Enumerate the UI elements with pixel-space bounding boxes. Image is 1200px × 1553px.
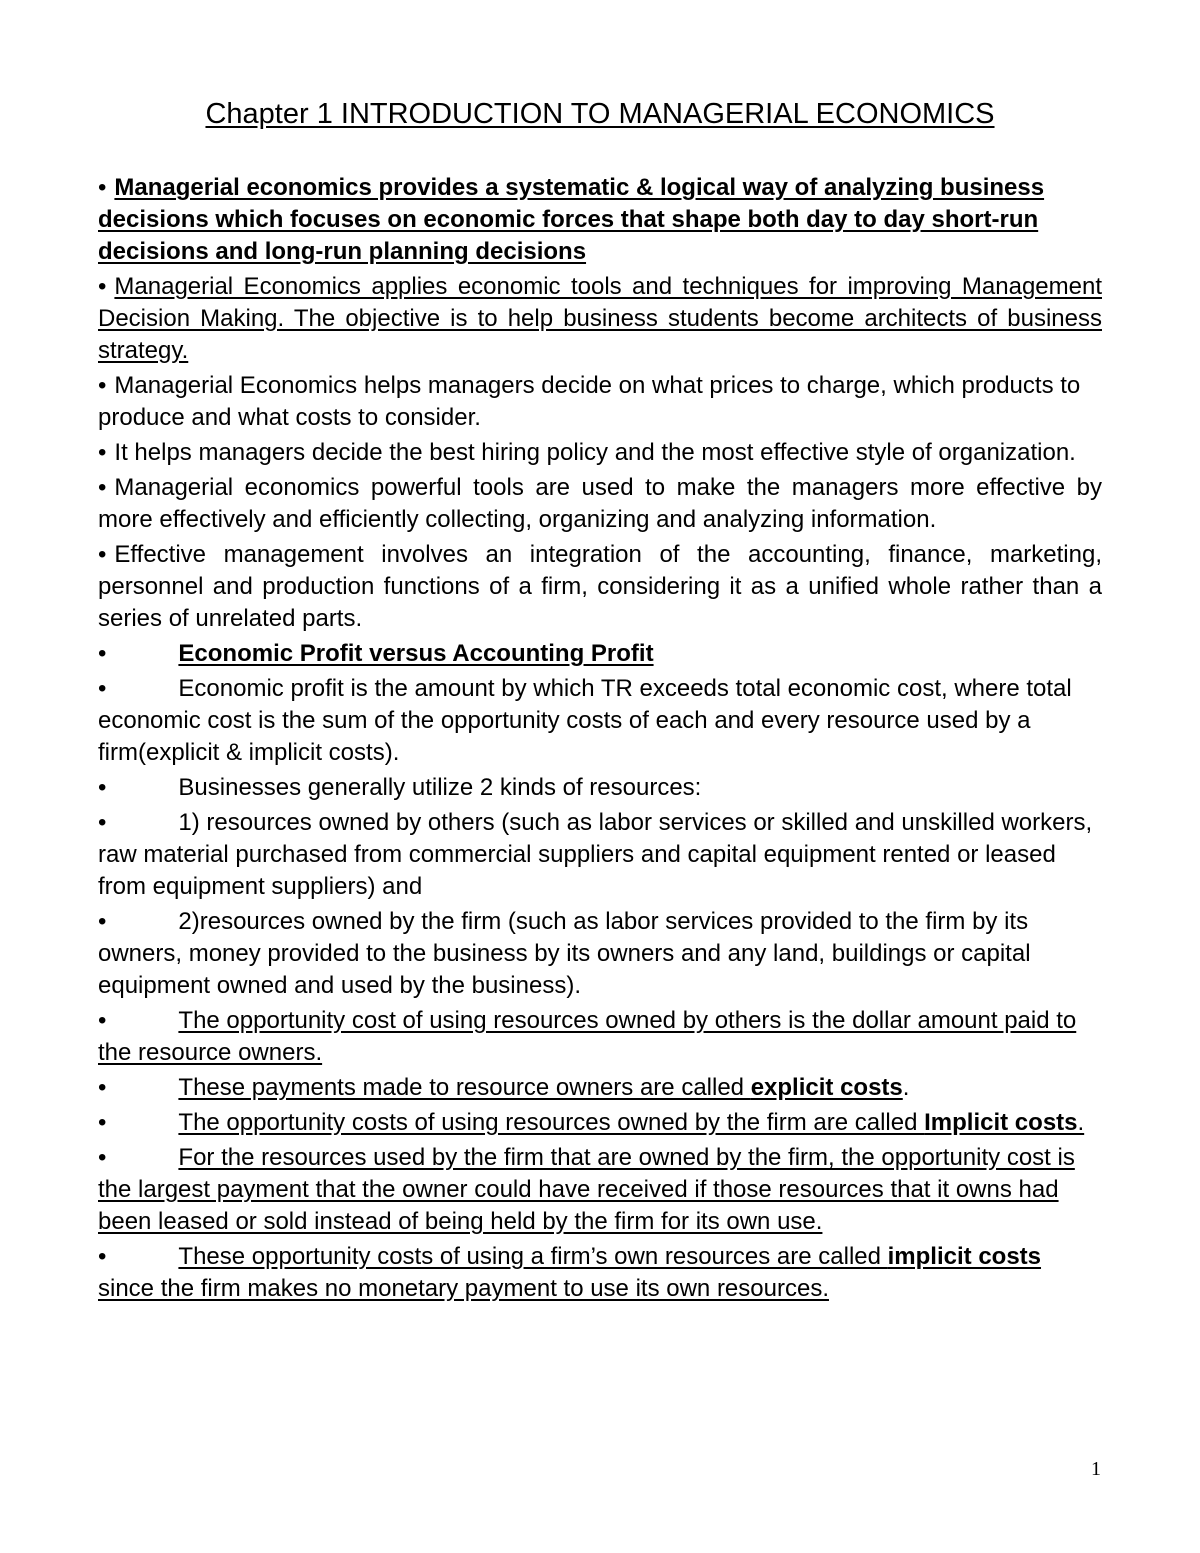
bullet: • [98,541,107,568]
bullet: • [98,273,107,300]
term-explicit-costs: explicit costs [750,1074,903,1101]
paragraph-text: Effective management involves an integration of the accounting, finance, marketing, personnel and production functions of a firm, considering it as a unified whole rather than a series of unrelated parts. [98,541,1102,632]
bullet-paragraph-5 [98,472,1102,536]
paragraph-text: 2)resources owned by the firm (such as labor services provided to the firm by its owners, money provided to the business by its owners and any land, buildings or capital equipment owned and used by the business). [98,908,1031,999]
bullet-paragraph-16 [98,1241,1102,1305]
bullet: • [98,809,107,836]
bullet: • [98,372,107,399]
bullet: • [98,640,107,667]
section-heading [98,638,1102,670]
paragraph-text: 1) resources owned by others (such as labor services or skilled and unskilled workers, raw material purchased from commercial suppliers and capital equipment rented or leased from equipment suppliers) and [98,809,1093,900]
bullet-paragraph-9 [98,772,1102,804]
paragraph-text: For the resources used by the firm that are owned by the firm, the opportunity cost is the largest payment that the owner could have received if those resources that it owns had been leased or sold instead of being held by the firm for its own use. [98,1144,1075,1235]
bullet-paragraph-6 [98,539,1102,635]
paragraph-text: Managerial economics powerful tools are used to make the managers more effective by more effectively and efficiently collecting, organizing and analyzing information. [98,474,1102,533]
paragraph-text: Economic profit is the amount by which TR exceeds total economic cost, where total economic cost is the sum of the opportunity costs of each and every resource used by a firm(explicit & implicit costs). [98,675,1072,766]
bullet: • [98,774,107,801]
paragraph-text: These opportunity costs of using a firm’s own resources are called [178,1243,888,1270]
term-implicit-costs: Implicit costs [924,1109,1078,1136]
bullet-paragraph-10 [98,807,1102,903]
term-implicit-costs: implicit costs [887,1243,1042,1270]
paragraph-text-end: . [1077,1109,1085,1136]
paragraph-text-end: . [902,1074,910,1101]
bullet: • [98,439,107,466]
bullet: • [98,474,107,501]
heading-text: Economic Profit versus Accounting Profit [178,640,654,667]
paragraph-text: Managerial Economics helps managers decide on what prices to charge, which products to produce and what costs to consider. [98,372,1081,431]
bullet: • [98,675,107,702]
bullet-paragraph-12 [98,1005,1102,1069]
bullet: • [98,1074,107,1101]
bullet-paragraph-2 [98,271,1102,367]
bullet: • [98,908,107,935]
paragraph-text: It helps managers decide the best hiring policy and the most effective style of organization. [114,439,1076,466]
bullet-paragraph-11 [98,906,1102,1002]
bullet: • [98,1007,107,1034]
bullet-paragraph-8 [98,673,1102,769]
paragraph-text: Businesses generally utilize 2 kinds of resources: [178,774,702,801]
bullet-paragraph-1 [98,172,1102,268]
paragraph-text: These payments made to resource owners are called [178,1074,751,1101]
bullet-paragraph-15 [98,1142,1102,1238]
bullet: • [98,1144,107,1171]
bullet: • [98,1109,107,1136]
paragraph-text: Managerial Economics applies economic tools and techniques for improving Management Decision Making. The objective is to help business students become architects of business strategy. [98,273,1102,364]
bullet: • [98,1243,107,1270]
paragraph-text: Managerial economics provides a systematic & logical way of analyzing business decisions which focuses on economic forces that shape both day to day short-run decisions and long-run planning decisions [98,174,1045,265]
bullet: • [98,174,107,201]
bullet-paragraph-14 [98,1107,1102,1139]
paragraph-text-end: since the firm makes no monetary payment to use its own resources. [98,1275,829,1302]
paragraph-text: The opportunity cost of using resources owned by others is the dollar amount paid to the resource owners. [98,1007,1077,1066]
page-title: Chapter 1 INTRODUCTION TO MANAGERIAL ECONOMICS [205,98,995,130]
bullet-paragraph-4 [98,437,1102,469]
document-body [98,172,1102,1308]
bullet-paragraph-3 [98,370,1102,434]
paragraph-text: The opportunity costs of using resources owned by the firm are called [178,1109,925,1136]
page-number: 1 [1091,1458,1101,1480]
bullet-paragraph-13 [98,1072,1102,1104]
